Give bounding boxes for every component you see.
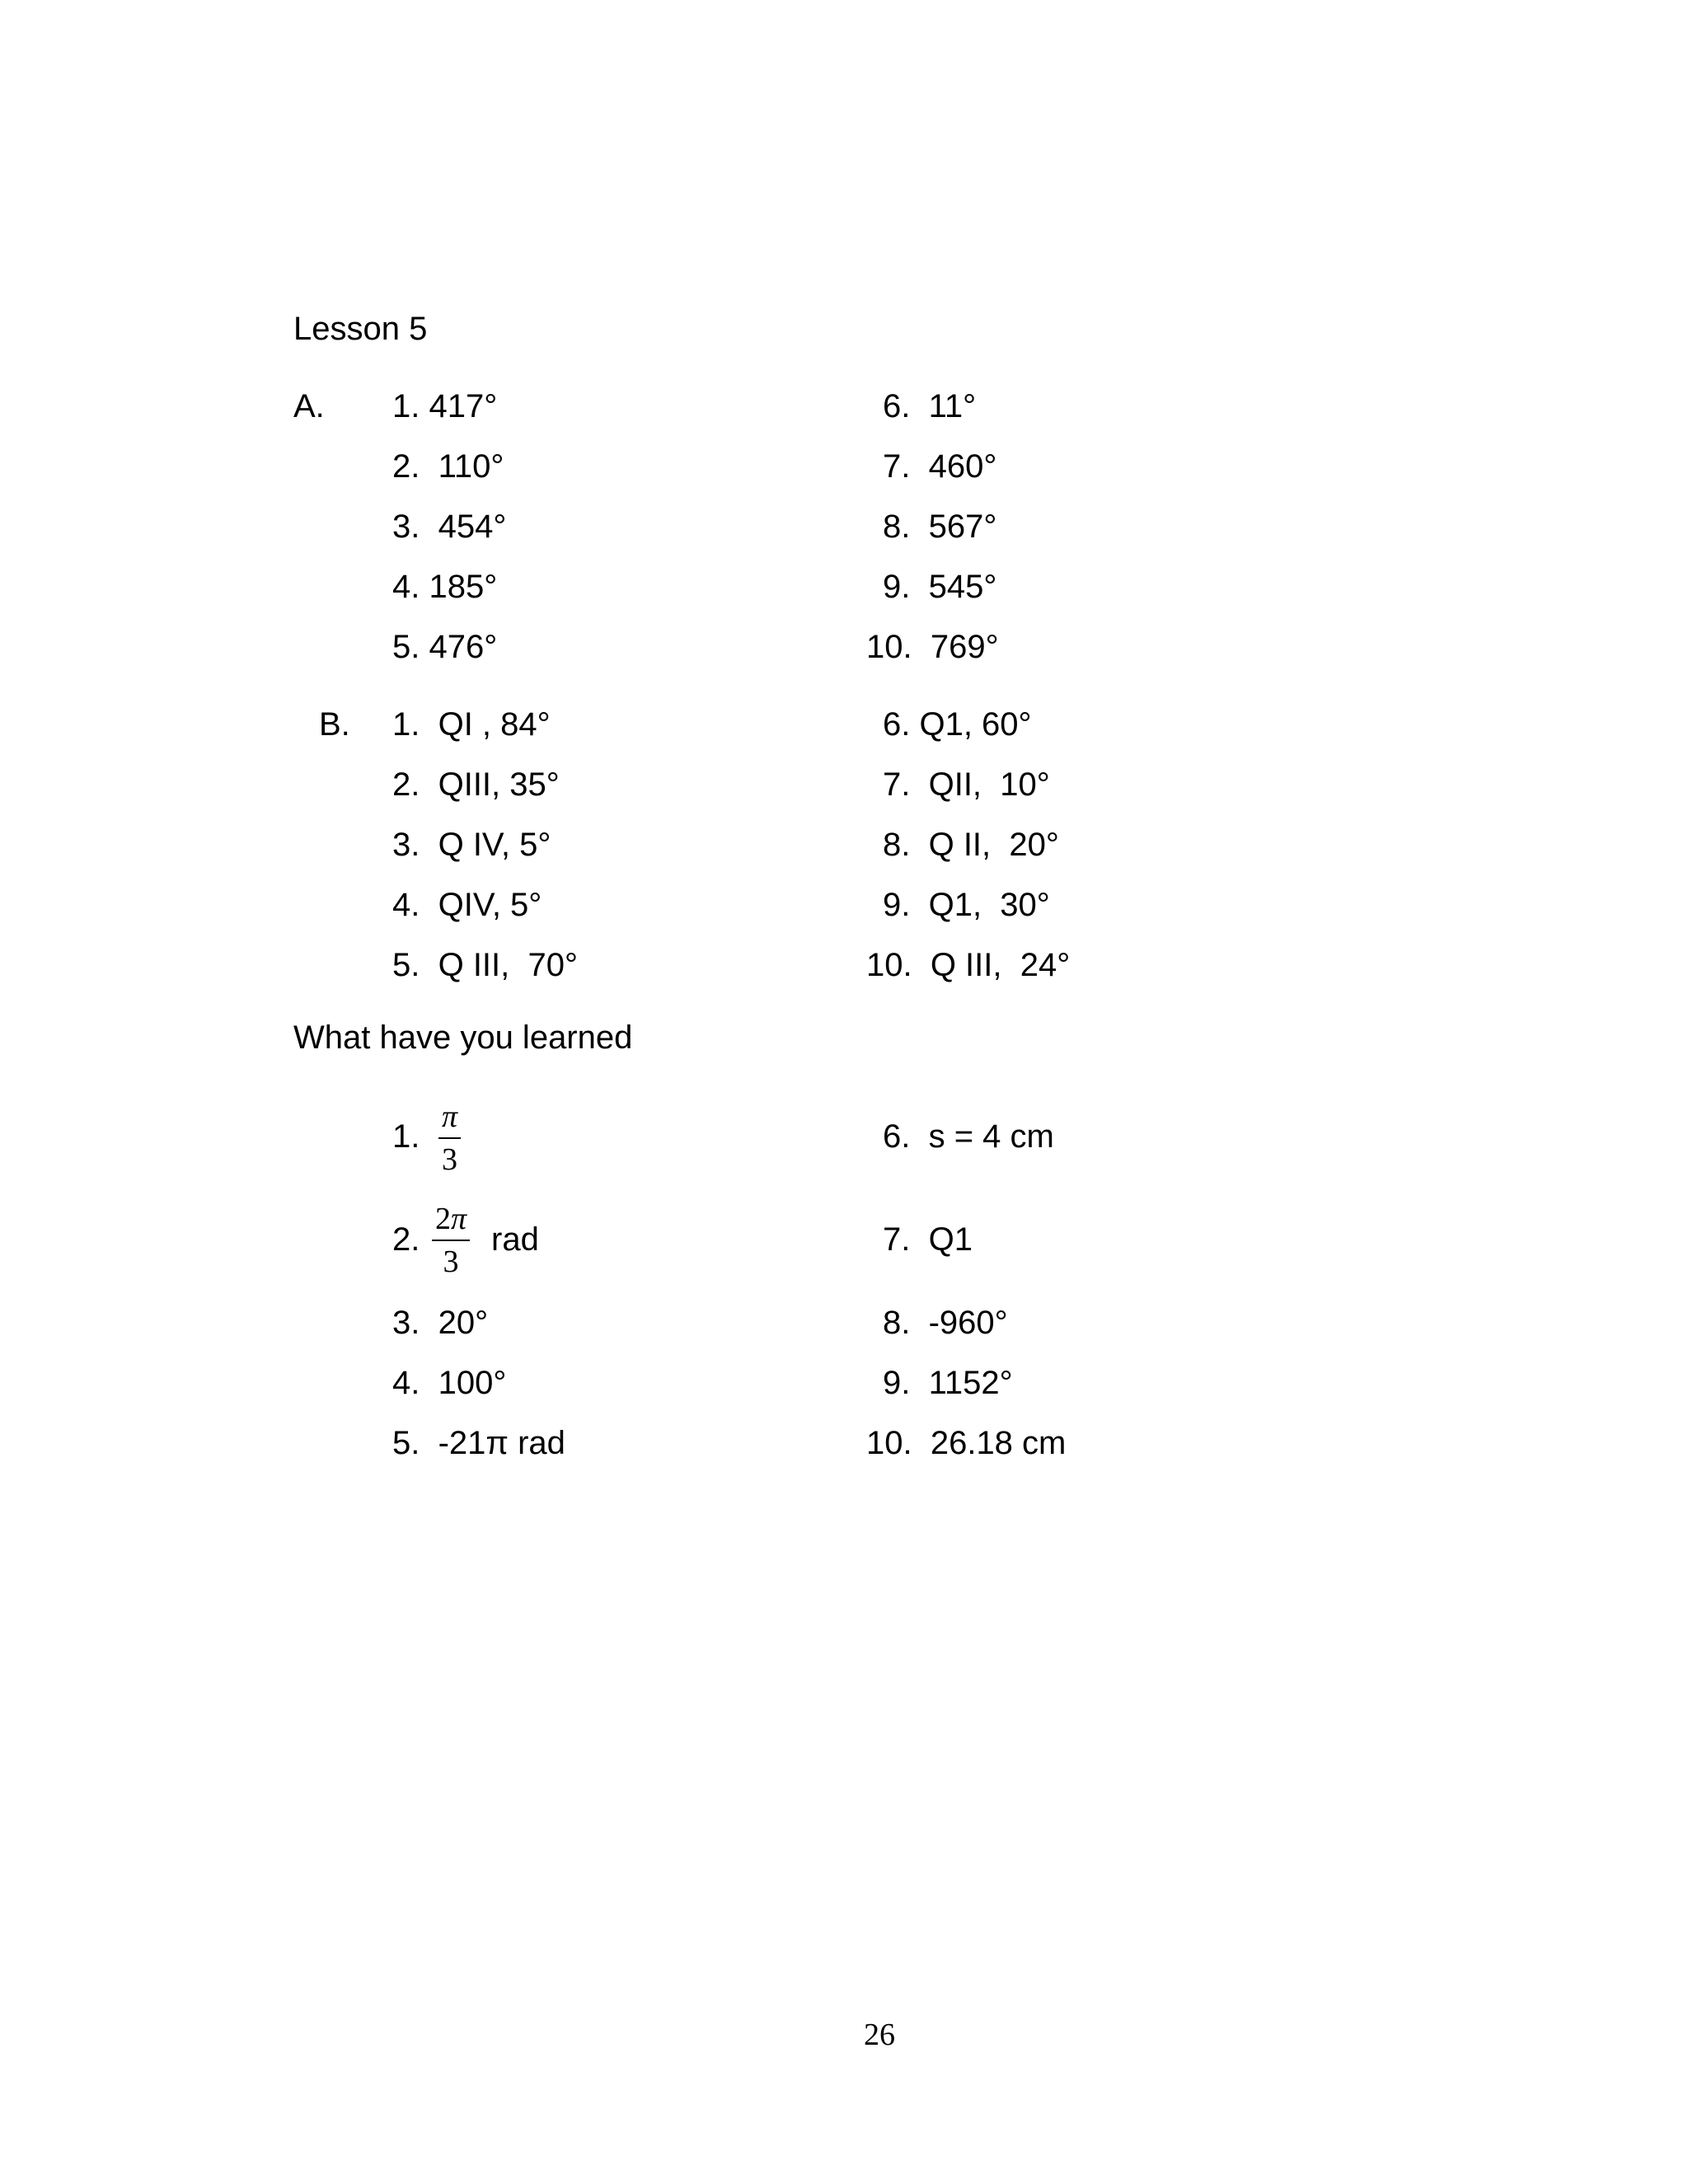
learned-answer-2-number: 2. — [392, 1221, 420, 1258]
section-b-answer-9: 9. Q1, 30° — [883, 887, 1050, 923]
learned-title: What have you learned — [293, 1019, 633, 1056]
fraction-pi: π — [451, 1202, 467, 1236]
lesson-title: Lesson 5 — [293, 311, 428, 347]
page-number: 26 — [864, 2018, 895, 2052]
fraction-numerator — [432, 1203, 470, 1240]
section-a-answer-6: 6. 11° — [883, 388, 977, 424]
learned-answer-9: 9. 1152° — [883, 1365, 1013, 1401]
learned-answer-3: 3. 20° — [392, 1305, 489, 1341]
section-b-answer-4: 4. QIV, 5° — [392, 887, 542, 923]
fraction-coefficient: 2 — [435, 1202, 451, 1236]
section-a-answer-2: 2. 110° — [392, 448, 504, 485]
section-a-answer-7: 7. 460° — [883, 448, 997, 485]
fraction-numerator: π — [442, 1099, 458, 1134]
section-b-answer-6: 6. Q1, 60° — [883, 706, 1032, 743]
section-b-answer-2: 2. QIII, 35° — [392, 766, 560, 803]
learned-answer-7: 7. Q1 — [883, 1221, 973, 1258]
section-a-answer-5: 5. 476° — [392, 629, 498, 665]
learned-answer-4: 4. 100° — [392, 1365, 507, 1401]
learned-answer-1-fraction — [438, 1101, 461, 1175]
section-a-label: A. — [293, 388, 325, 424]
fraction-denominator: 3 — [442, 1142, 458, 1177]
section-a-answer-9: 9. 545° — [883, 569, 997, 605]
section-b-answer-5: 5. Q III, 70° — [392, 947, 578, 983]
learned-answer-2-fraction — [432, 1203, 470, 1277]
learned-answer-2-unit: rad — [491, 1221, 539, 1258]
section-b-answer-7: 7. QII, 10° — [883, 766, 1050, 803]
learned-answer-8: 8. -960° — [883, 1305, 1008, 1341]
section-a-answer-8: 8. 567° — [883, 509, 997, 545]
learned-answer-10: 10. 26.18 cm — [866, 1425, 1067, 1461]
fraction-denominator: 3 — [443, 1244, 459, 1279]
section-a-answer-4: 4. 185° — [392, 569, 498, 605]
section-b-label: B. — [319, 706, 350, 743]
section-b-answer-1: 1. QI , 84° — [392, 706, 551, 743]
learned-answer-1-number: 1. — [392, 1118, 420, 1155]
section-a-answer-1: 1. 417° — [392, 388, 498, 424]
learned-answer-6: 6. s = 4 cm — [883, 1118, 1054, 1155]
learned-answer-5: 5. -21π rad — [392, 1425, 565, 1461]
section-a-answer-3: 3. 454° — [392, 509, 507, 545]
section-b-answer-8: 8. Q II, 20° — [883, 827, 1059, 863]
section-b-answer-3: 3. Q IV, 5° — [392, 827, 551, 863]
section-b-answer-10: 10. Q III, 24° — [866, 947, 1071, 983]
section-a-answer-10: 10. 769° — [866, 629, 999, 665]
